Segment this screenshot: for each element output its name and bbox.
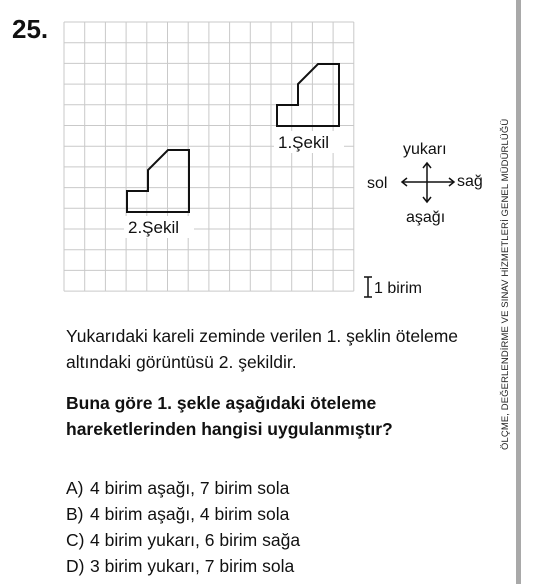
choice-key: A) xyxy=(66,478,84,498)
question-number: 25. xyxy=(12,14,49,44)
side-bar xyxy=(516,0,521,584)
side-caption-text: ÖLÇME, DEĞERLENDİRME VE SINAV HİZMETLERİ GENEL MÜDÜRLÜĞÜ xyxy=(500,118,511,450)
compass-up: yukarı xyxy=(403,141,447,158)
choice-a[interactable] xyxy=(66,475,300,501)
compass-left: sol xyxy=(367,175,388,192)
choice-text: 4 birim aşağı, 4 birim sola xyxy=(90,504,290,524)
choice-key: B) xyxy=(66,504,84,524)
shape-1 xyxy=(277,64,339,126)
compass-down: aşağı xyxy=(406,209,446,226)
shape-2 xyxy=(127,150,189,212)
shape-2-label: 2.Şekil xyxy=(128,218,180,237)
answer-choices xyxy=(66,475,300,579)
unit-label: 1 birim xyxy=(374,280,423,297)
choice-text: 4 birim aşağı, 7 birim sola xyxy=(90,478,290,498)
choice-d[interactable] xyxy=(66,553,300,579)
compass-right: sağ xyxy=(457,173,483,190)
choice-text: 3 birim yukarı, 7 birim sola xyxy=(90,556,295,576)
choice-c[interactable] xyxy=(66,527,300,553)
unit-indicator xyxy=(364,277,422,297)
choice-key: D) xyxy=(66,556,85,576)
grid-lines xyxy=(64,22,354,291)
intro-text: Yukarıdaki kareli zeminde verilen 1. şeklin öteleme altındaki görüntüsü 2. şekildir. xyxy=(66,326,458,372)
choice-key: C) xyxy=(66,530,85,550)
shape-1-label: 1.Şekil xyxy=(278,133,330,152)
compass xyxy=(367,141,483,226)
choice-b[interactable] xyxy=(66,501,300,527)
question-text: Buna göre 1. şekle aşağıdaki öteleme hareketlerinden hangisi uygulanmıştır? xyxy=(66,393,393,439)
choice-text: 4 birim yukarı, 6 birim sağa xyxy=(90,530,301,550)
